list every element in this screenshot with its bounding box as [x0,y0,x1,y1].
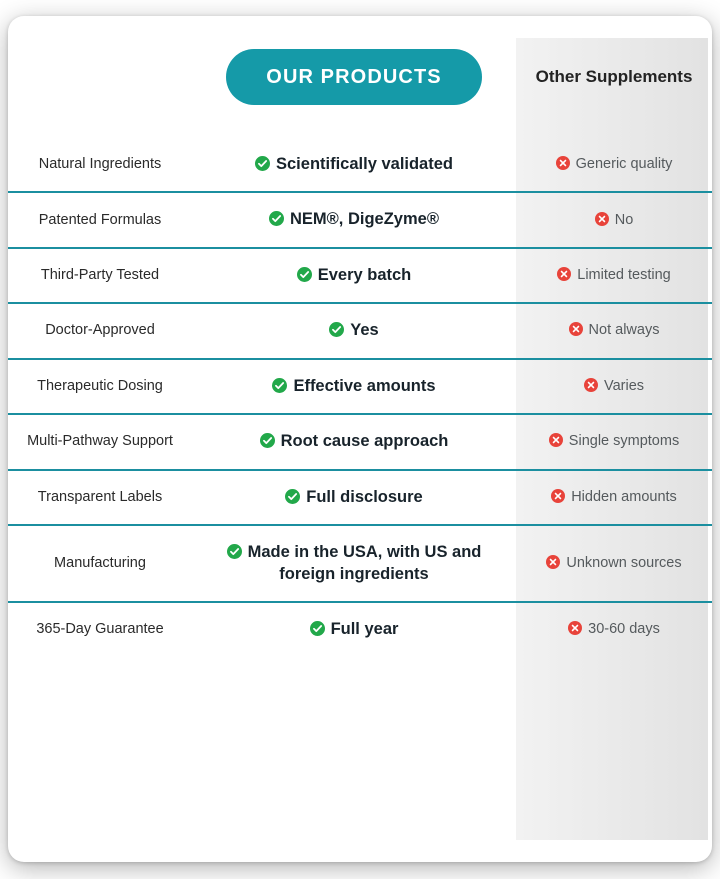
our-products-cell [192,602,516,656]
other-supplements-text: Generic quality [575,156,673,173]
other-supplements-text: 30-60 days [588,621,660,638]
feature-label: Transparent Labels [37,488,163,505]
x-circle-icon [584,378,598,392]
other-supplements-text: Limited testing [577,267,671,284]
feature-cell [8,138,192,192]
feature-label: Manufacturing [54,554,146,571]
our-products-value [192,193,516,246]
feature-cell [8,470,192,525]
check-circle-icon [260,433,275,448]
check-circle-icon [255,156,270,171]
x-circle-icon [568,621,582,635]
feature-label: Doctor-Approved [45,322,155,339]
our-products-cell [192,359,516,414]
other-supplements-cell [516,414,712,469]
our-products-value [192,526,516,601]
our-products-cell [192,248,516,303]
other-supplements-value [516,604,712,655]
other-supplements-text: Unknown sources [566,554,682,571]
feature-label: Patented Formulas [38,211,162,228]
other-supplements-value [516,250,712,301]
feature-cell [8,303,192,358]
feature-cell [8,248,192,303]
our-products-text: Every batch [317,265,412,284]
check-circle-icon [227,544,242,559]
table-row [8,525,712,602]
our-products-text: Full year [330,619,399,638]
feature-label: Multi-Pathway Support [27,433,173,450]
comparison-table [8,16,712,656]
our-products-cell [192,303,516,358]
other-supplements-cell [516,359,712,414]
our-products-value [192,471,516,524]
our-products-value [192,304,516,357]
x-circle-icon [595,212,609,226]
x-circle-icon [551,489,565,503]
our-products-value [192,249,516,302]
other-supplements-cell [516,138,712,192]
feature-label: 365-Day Guarantee [36,621,164,638]
x-circle-icon [549,433,563,447]
header-feature-cell [8,16,192,138]
feature-label: Therapeutic Dosing [37,377,163,394]
x-circle-icon [556,156,570,170]
other-supplements-text: Not always [588,322,660,339]
feature-cell [8,525,192,602]
check-circle-icon [269,211,284,226]
our-products-cell [192,470,516,525]
our-products-value [192,360,516,413]
table-row [8,602,712,656]
other-supplements-value [516,361,712,412]
other-supplements-text: Single symptoms [568,433,680,450]
feature-cell [8,602,192,656]
feature-label: Natural Ingredients [38,156,162,173]
other-supplements-cell [516,192,712,247]
check-circle-icon [285,489,300,504]
comparison-table-wrap [8,16,712,862]
our-products-cell [192,138,516,192]
other-supplements-value [516,472,712,523]
header-ours-cell [192,16,516,138]
other-supplements-cell [516,525,712,602]
our-products-cell [192,414,516,469]
header-other-cell [516,16,712,138]
table-row [8,470,712,525]
feature-cell [8,414,192,469]
our-products-value [192,138,516,191]
other-supplements-value [516,195,712,246]
our-products-text: Effective amounts [293,376,436,395]
our-products-text: Made in the USA, with US and foreign ingredients [247,543,482,583]
table-header-row [8,16,712,138]
our-products-text: Root cause approach [280,432,449,451]
our-products-text: NEM®, DigeZyme® [289,210,439,229]
other-supplements-text: No [614,211,634,228]
check-circle-icon [297,267,312,282]
other-supplements-cell [516,303,712,358]
our-products-cell [192,192,516,247]
check-circle-icon [272,378,287,393]
our-products-text: Full disclosure [306,487,423,506]
x-circle-icon [546,555,560,569]
x-circle-icon [569,322,583,336]
table-row [8,248,712,303]
table-row [8,192,712,247]
table-row [8,303,712,358]
table-row [8,414,712,469]
comparison-card [0,8,720,870]
other-supplements-title: Other Supplements [535,67,693,87]
other-supplements-cell [516,470,712,525]
our-products-text: Scientifically validated [276,155,453,173]
check-circle-icon [329,322,344,337]
table-row [8,138,712,192]
x-circle-icon [557,267,571,281]
our-products-text: Yes [350,321,379,340]
other-supplements-cell [516,248,712,303]
other-supplements-text: Hidden amounts [571,488,677,505]
other-supplements-value [516,416,712,467]
feature-label: Third-Party Tested [40,267,160,284]
other-supplements-text: Varies [603,377,645,394]
our-products-cell [192,525,516,602]
other-supplements-value [516,139,712,190]
feature-cell [8,192,192,247]
check-circle-icon [310,621,325,636]
feature-cell [8,359,192,414]
our-products-badge: OUR PRODUCTS [226,49,482,105]
our-products-value [192,415,516,468]
other-supplements-value [516,538,712,589]
other-supplements-value [516,305,712,356]
table-row [8,359,712,414]
our-products-value [192,603,516,656]
other-supplements-cell [516,602,712,656]
